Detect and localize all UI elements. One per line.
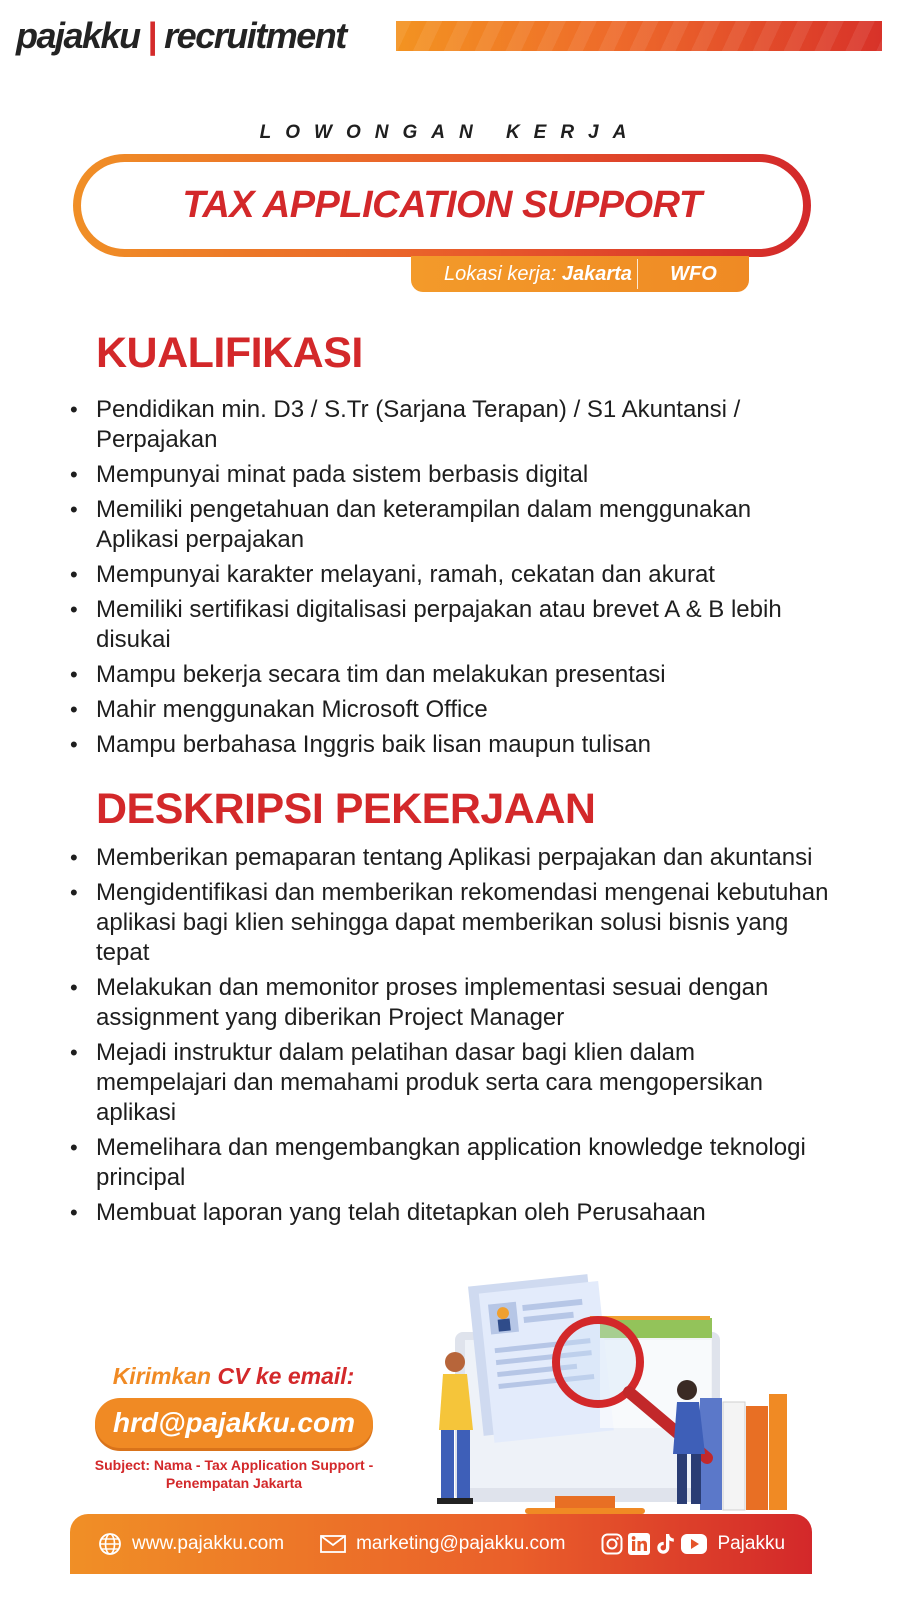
send-cv-suffix: CV ke email: bbox=[217, 1363, 355, 1389]
job-title-inner bbox=[81, 162, 803, 249]
list-item: • Membuat laporan yang telah ditetapkan oleh Perusahaan bbox=[70, 1198, 830, 1228]
location-label: Lokasi kerja: bbox=[444, 262, 557, 285]
job-description-list bbox=[70, 843, 830, 1233]
email-subject-line-2: Penempatan Jakarta bbox=[165, 1475, 303, 1491]
recruitment-illustration bbox=[415, 1270, 795, 1515]
brand-logo bbox=[16, 14, 346, 58]
location-divider bbox=[637, 259, 638, 289]
logo-separator: | bbox=[147, 15, 157, 56]
list-item: • Memiliki sertifikasi digitalisasi perpajakan atau brevet A & B lebih disukai bbox=[70, 595, 830, 655]
list-item: • Memelihara dan mengembangkan application knowledge teknologi principal bbox=[70, 1133, 830, 1193]
job-title-frame bbox=[73, 154, 811, 257]
location-tag bbox=[411, 256, 749, 292]
footer-email-text: marketing@pajakku.com bbox=[356, 1533, 566, 1554]
hr-email-link[interactable]: hrd@pajakku.com bbox=[95, 1398, 373, 1448]
footer-website[interactable] bbox=[98, 1532, 284, 1556]
linkedin-icon[interactable] bbox=[628, 1533, 650, 1555]
job-description-title: DESKRIPSI PEKERJAAN bbox=[96, 785, 596, 833]
email-subject-line-1: Subject: Nama - Tax Application Support - bbox=[94, 1457, 374, 1473]
brand-name: pajakku bbox=[16, 15, 140, 56]
list-item: • Mampu bekerja secara tim dan melakukan presentasi bbox=[70, 660, 830, 690]
email-subject bbox=[84, 1456, 384, 1492]
footer-social-handle: Pajakku bbox=[717, 1533, 786, 1554]
footer-email[interactable] bbox=[320, 1533, 565, 1555]
work-mode: WFO bbox=[670, 262, 717, 285]
list-item: • Memberikan pemaparan tentang Aplikasi perpajakan dan akuntansi bbox=[70, 843, 830, 873]
job-title: TAX APPLICATION SUPPORT bbox=[182, 184, 702, 226]
footer-bar bbox=[70, 1514, 812, 1574]
list-item: • Pendidikan min. D3 / S.Tr (Sarjana Terapan) / S1 Akuntansi / Perpajakan bbox=[70, 395, 830, 455]
list-item: • Mejadi instruktur dalam pelatihan dasar bagi klien dalam mempelajari dan memahami produk serta cara mengopersikan aplikasi bbox=[70, 1038, 830, 1128]
qualifications-title: KUALIFIKASI bbox=[96, 329, 363, 377]
instagram-icon[interactable] bbox=[601, 1533, 623, 1555]
list-item: • Mampu berbahasa Inggris baik lisan maupun tulisan bbox=[70, 730, 830, 760]
send-cv-label bbox=[96, 1363, 371, 1390]
eyebrow-label: LOWONGAN KERJA bbox=[259, 122, 641, 143]
header-accent-bar bbox=[396, 21, 882, 51]
location-text bbox=[411, 263, 637, 286]
footer-socials bbox=[601, 1533, 785, 1555]
send-cv-prefix: Kirimkan bbox=[112, 1363, 212, 1389]
list-item: • Mempunyai minat pada sistem berbasis digital bbox=[70, 460, 830, 490]
location-city: Jakarta bbox=[561, 262, 632, 285]
list-item: • Melakukan dan memonitor proses implementasi sesuai dengan assignment yang diberikan Project Manager bbox=[70, 973, 830, 1033]
logo-section: recruitment bbox=[164, 15, 346, 56]
mail-icon bbox=[320, 1535, 346, 1553]
youtube-icon[interactable] bbox=[681, 1534, 707, 1554]
list-item: • Mempunyai karakter melayani, ramah, cekatan dan akurat bbox=[70, 560, 830, 590]
list-item: • Mengidentifikasi dan memberikan rekomendasi mengenai kebutuhan aplikasi bagi klien sehingga dapat memberikan solusi bisnis yang tepat bbox=[70, 878, 830, 968]
qualifications-list bbox=[70, 395, 830, 765]
tiktok-icon[interactable] bbox=[655, 1533, 675, 1555]
footer-website-text: www.pajakku.com bbox=[132, 1533, 285, 1554]
list-item: • Memiliki pengetahuan dan keterampilan dalam menggunakan Aplikasi perpajakan bbox=[70, 495, 830, 555]
list-item: • Mahir menggunakan Microsoft Office bbox=[70, 695, 830, 725]
globe-icon bbox=[98, 1532, 122, 1556]
